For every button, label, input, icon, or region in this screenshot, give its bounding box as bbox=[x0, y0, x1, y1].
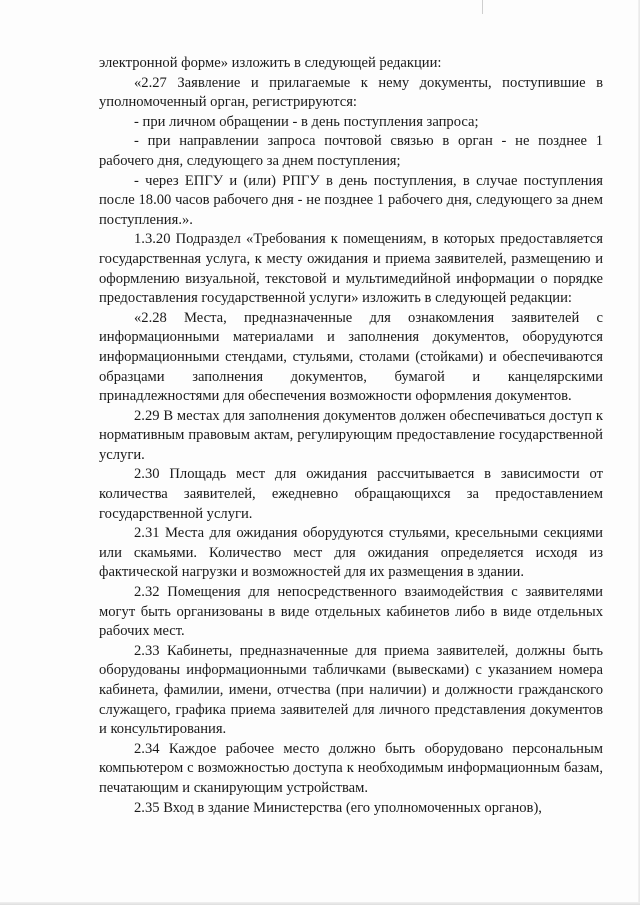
document-body bbox=[99, 54, 603, 818]
paragraph-continuation: электронной форме» изложить в следующей редакции: bbox=[99, 55, 442, 71]
list-item-postal: - при направлении запроса почтовой связью в орган - не позднее 1 рабочего дня, следующего за днем поступления; bbox=[99, 133, 603, 169]
paragraph-2-35: 2.35 Вход в здание Министерства (его уполномоченных органов), bbox=[134, 799, 542, 816]
paragraph-2-31: 2.31 Места для ожидания оборудуются стульями, кресельными секциями или скамьями. Количество мест для ожидания определяется исходя из фактической нагрузки и возможностей для их размещения в здании. bbox=[99, 525, 603, 581]
paragraph-2-34: 2.34 Каждое рабочее место должно быть оборудовано персональным компьютером с возможностью доступа к необходимым информационным базам, печатающим и сканирующим устройствам. bbox=[99, 740, 603, 796]
scan-artifact-mark bbox=[482, 0, 483, 14]
list-item-epgu: - через ЕПГУ и (или) РПГУ в день поступления, в случае поступления после 18.00 часов рабочего дня - не позднее 1 рабочего дня, следующего за днем поступления.». bbox=[99, 172, 603, 228]
paragraph-2-29: 2.29 В местах для заполнения документов должен обеспечиваться доступ к нормативным правовым актам, регулирующим предоставление государственной услуги. bbox=[99, 407, 603, 463]
list-item-personal-appeal: - при личном обращении - в день поступления запроса; bbox=[134, 113, 479, 130]
paragraph-1-3-20: 1.3.20 Подраздел «Требования к помещениям, в которых предоставляется государственная услуга, к месту ожидания и приема заявителей, размещению и оформлению визуальной, текстовой и мультимедийной информации о порядке предоставления государственной услуги» изложить в следующей редакции: bbox=[99, 231, 603, 307]
paragraph-2-33: 2.33 Кабинеты, предназначенные для приема заявителей, должны быть оборудованы информационными табличками (вывесками) с указанием номера кабинета, фамилии, имени, отчества (при наличии) и должности гражданского служащего, графика приема заявителей для личного представления документов и консультирования. bbox=[99, 642, 603, 738]
paragraph-2-28: «2.28 Места, предназначенные для ознакомления заявителей с информационными материалами и заполнения документов, оборудуются информационными стендами, стульями, столами (стойками) и обеспечиваются образцами заполнения документов, бумагой и канцелярскими принадлежностями для обеспечения возможности оформления документов. bbox=[99, 309, 603, 405]
paragraph-2-27: «2.27 Заявление и прилагаемые к нему документы, поступившие в уполномоченный орган, регистрируются: bbox=[99, 74, 603, 111]
paragraph-2-30: 2.30 Площадь мест для ожидания рассчитывается в зависимости от количества заявителей, ежедневно обращающихся за предоставлением государственной услуги. bbox=[99, 466, 603, 522]
paragraph-2-32: 2.32 Помещения для непосредственного взаимодействия с заявителями могут быть организованы в виде отдельных кабинетов либо в виде отдельных рабочих мест. bbox=[99, 584, 603, 640]
